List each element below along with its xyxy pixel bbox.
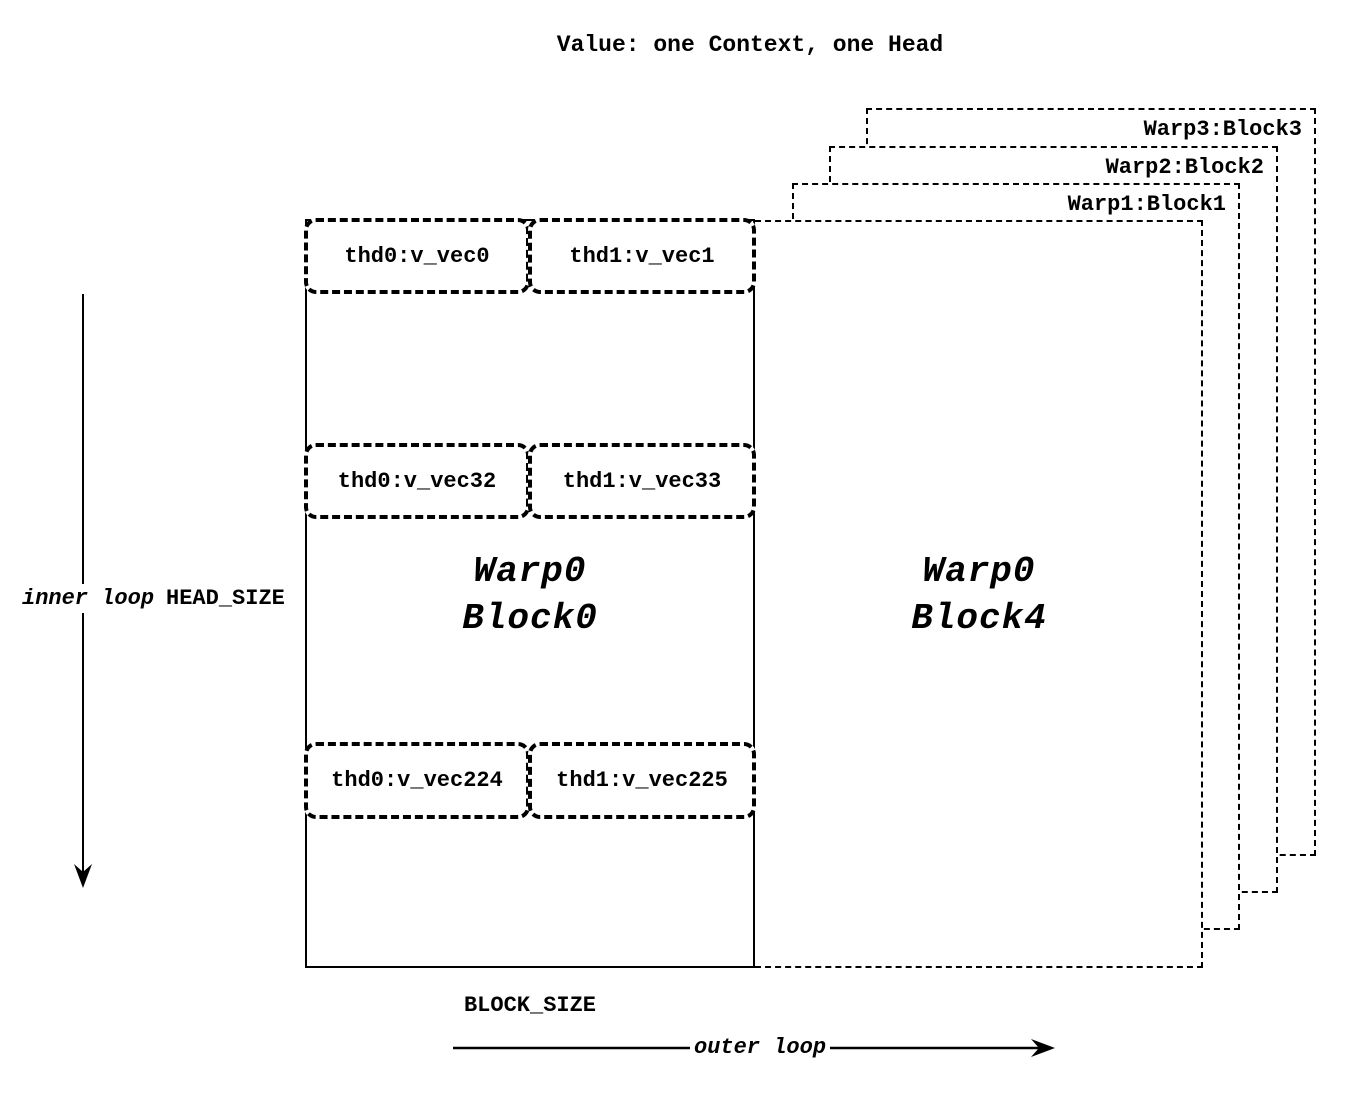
thread-vector-cell: thd0:v_vec32 (304, 443, 530, 519)
inner-loop-head-size-label (18, 584, 289, 613)
head-size-label: HEAD_SIZE (166, 586, 285, 611)
next-block-label-line1: Warp0 (922, 551, 1036, 592)
stacked-block-warp3-label: Warp3:Block3 (1143, 117, 1302, 142)
main-block-label (305, 548, 755, 642)
thread-vector-cell: thd1:v_vec225 (528, 742, 756, 819)
main-block-label-line1: Warp0 (473, 551, 587, 592)
outer-loop-label: outer loop (690, 1033, 830, 1062)
thread-vector-cell: thd0:v_vec0 (304, 218, 530, 294)
stacked-block-warp2-label: Warp2:Block2 (1105, 155, 1264, 180)
diagram-title: Value: one Context, one Head (556, 32, 944, 58)
next-block-label (755, 548, 1203, 642)
thread-vector-cell: thd0:v_vec224 (304, 742, 530, 819)
next-block-label-line2: Block4 (911, 598, 1047, 639)
block-size-label: BLOCK_SIZE (463, 993, 597, 1018)
stacked-block-warp1-label: Warp1:Block1 (1067, 192, 1226, 217)
main-block-label-line2: Block0 (462, 598, 598, 639)
inner-loop-label: inner loop (22, 586, 155, 611)
thread-vector-cell: thd1:v_vec33 (528, 443, 756, 519)
thread-vector-cell: thd1:v_vec1 (528, 218, 756, 294)
